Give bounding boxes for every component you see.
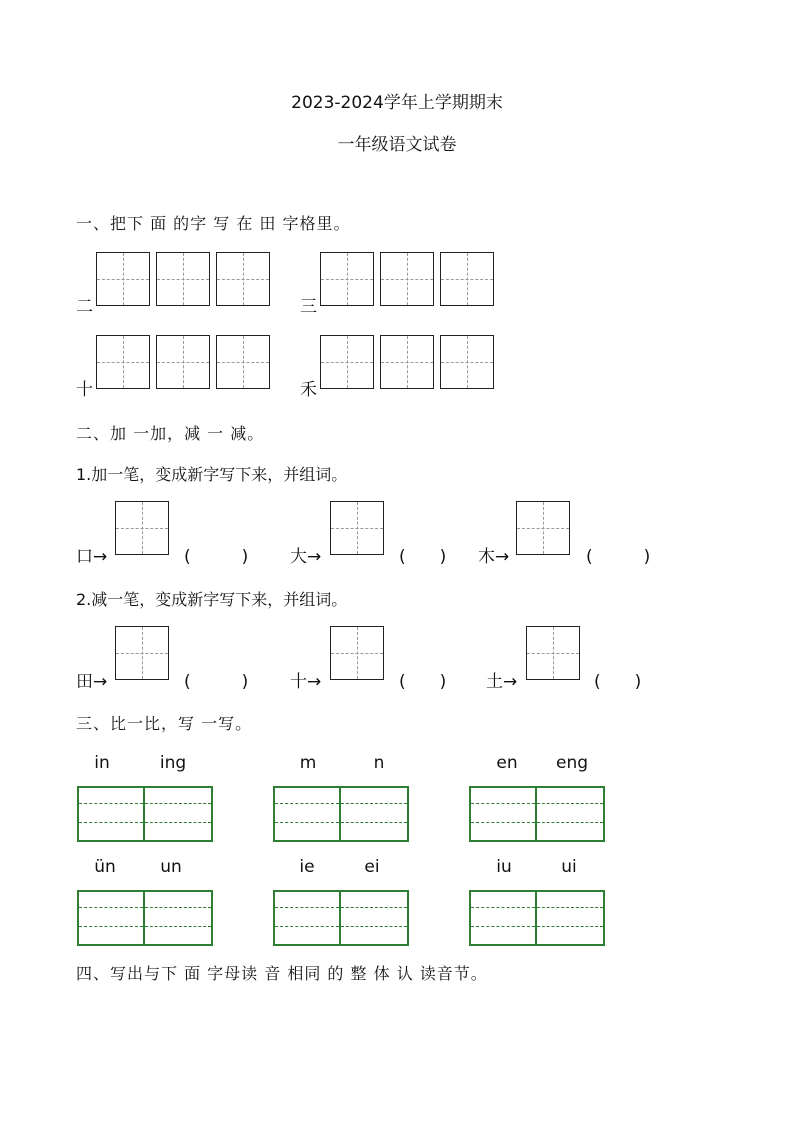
writing-cell[interactable]: [96, 252, 150, 306]
writing-cell[interactable]: [156, 252, 210, 306]
grid-row-san: [320, 252, 500, 306]
sub-item-tian: 田→: [76, 672, 108, 692]
pinyin-writing-cell[interactable]: [273, 786, 341, 842]
pinyin-writing-cell[interactable]: [77, 890, 145, 946]
char-er: 二: [76, 297, 93, 317]
pinyin-grid: [273, 890, 409, 946]
pinyin-grid: [469, 890, 605, 946]
section2-heading: 二、加 一加，减 一 减。: [76, 424, 265, 443]
writing-cell[interactable]: [216, 335, 270, 389]
writing-cell[interactable]: [440, 335, 494, 389]
writing-cell[interactable]: [96, 335, 150, 389]
add-item-kou: 口→: [76, 547, 108, 567]
pinyin-writing-cell[interactable]: [341, 786, 409, 842]
char-san: 三: [300, 297, 317, 317]
add-item-mu: 木→: [478, 547, 510, 567]
pinyin-label: un: [160, 857, 182, 877]
pinyin-grid: [77, 786, 213, 842]
pinyin-writing-cell[interactable]: [469, 786, 537, 842]
part1-instruction: 1.加一笔，变成新字写下来，并组词。: [76, 465, 348, 484]
answer-cell[interactable]: [330, 501, 384, 555]
sub-item-tu: 土→: [486, 672, 518, 692]
word-blank[interactable]: ( ): [184, 547, 249, 567]
section3-heading: 三、比一比，写 一写。: [76, 714, 253, 733]
grid-row-shi: [96, 335, 276, 389]
writing-cell[interactable]: [440, 252, 494, 306]
pinyin-label: iu: [496, 857, 512, 877]
writing-cell[interactable]: [380, 252, 434, 306]
grid-row-he: [320, 335, 500, 389]
pinyin-writing-cell[interactable]: [537, 786, 605, 842]
answer-cell[interactable]: [330, 626, 384, 680]
section4-heading: 四、写出与下 面 字母读 音 相同 的 整 体 认 读音节。: [76, 964, 488, 983]
writing-cell[interactable]: [156, 335, 210, 389]
pinyin-grid: [273, 786, 409, 842]
answer-cell[interactable]: [115, 501, 169, 555]
answer-cell[interactable]: [115, 626, 169, 680]
pinyin-label: ie: [299, 857, 315, 877]
pinyin-writing-cell[interactable]: [341, 890, 409, 946]
writing-cell[interactable]: [320, 252, 374, 306]
word-blank[interactable]: ( ): [594, 672, 642, 692]
pinyin-grid: [469, 786, 605, 842]
pinyin-writing-cell[interactable]: [77, 786, 145, 842]
word-blank[interactable]: ( ): [399, 672, 447, 692]
exam-subtitle: 一年级语文试卷: [337, 135, 457, 155]
pinyin-label: m: [299, 753, 317, 773]
word-blank[interactable]: ( ): [184, 672, 249, 692]
pinyin-writing-cell[interactable]: [145, 890, 213, 946]
pinyin-writing-cell[interactable]: [469, 890, 537, 946]
answer-cell[interactable]: [516, 501, 570, 555]
pinyin-label: in: [94, 753, 110, 773]
pinyin-label: en: [496, 753, 518, 773]
section1-heading: 一、把下 面 的字 写 在 田 字格里。: [76, 214, 351, 233]
pinyin-writing-cell[interactable]: [273, 890, 341, 946]
part2-instruction: 2.减一笔，变成新字写下来，并组词。: [76, 590, 348, 609]
writing-cell[interactable]: [380, 335, 434, 389]
word-blank[interactable]: ( ): [399, 547, 447, 567]
writing-cell[interactable]: [320, 335, 374, 389]
pinyin-writing-cell[interactable]: [145, 786, 213, 842]
pinyin-label: ing: [159, 753, 187, 773]
char-shi: 十: [76, 380, 93, 400]
pinyin-writing-cell[interactable]: [537, 890, 605, 946]
answer-cell[interactable]: [526, 626, 580, 680]
pinyin-label: ei: [364, 857, 380, 877]
writing-cell[interactable]: [216, 252, 270, 306]
add-item-da: 大→: [290, 547, 322, 567]
exam-title: 2023-2024学年上学期期末: [291, 93, 503, 113]
char-he: 禾: [300, 380, 317, 400]
pinyin-label: ui: [561, 857, 577, 877]
pinyin-grid: [77, 890, 213, 946]
grid-row-er: [96, 252, 276, 306]
word-blank[interactable]: ( ): [586, 547, 651, 567]
sub-item-shi: 十→: [290, 672, 322, 692]
pinyin-label: eng: [555, 753, 589, 773]
pinyin-label: ün: [94, 857, 116, 877]
pinyin-label: n: [373, 753, 385, 773]
